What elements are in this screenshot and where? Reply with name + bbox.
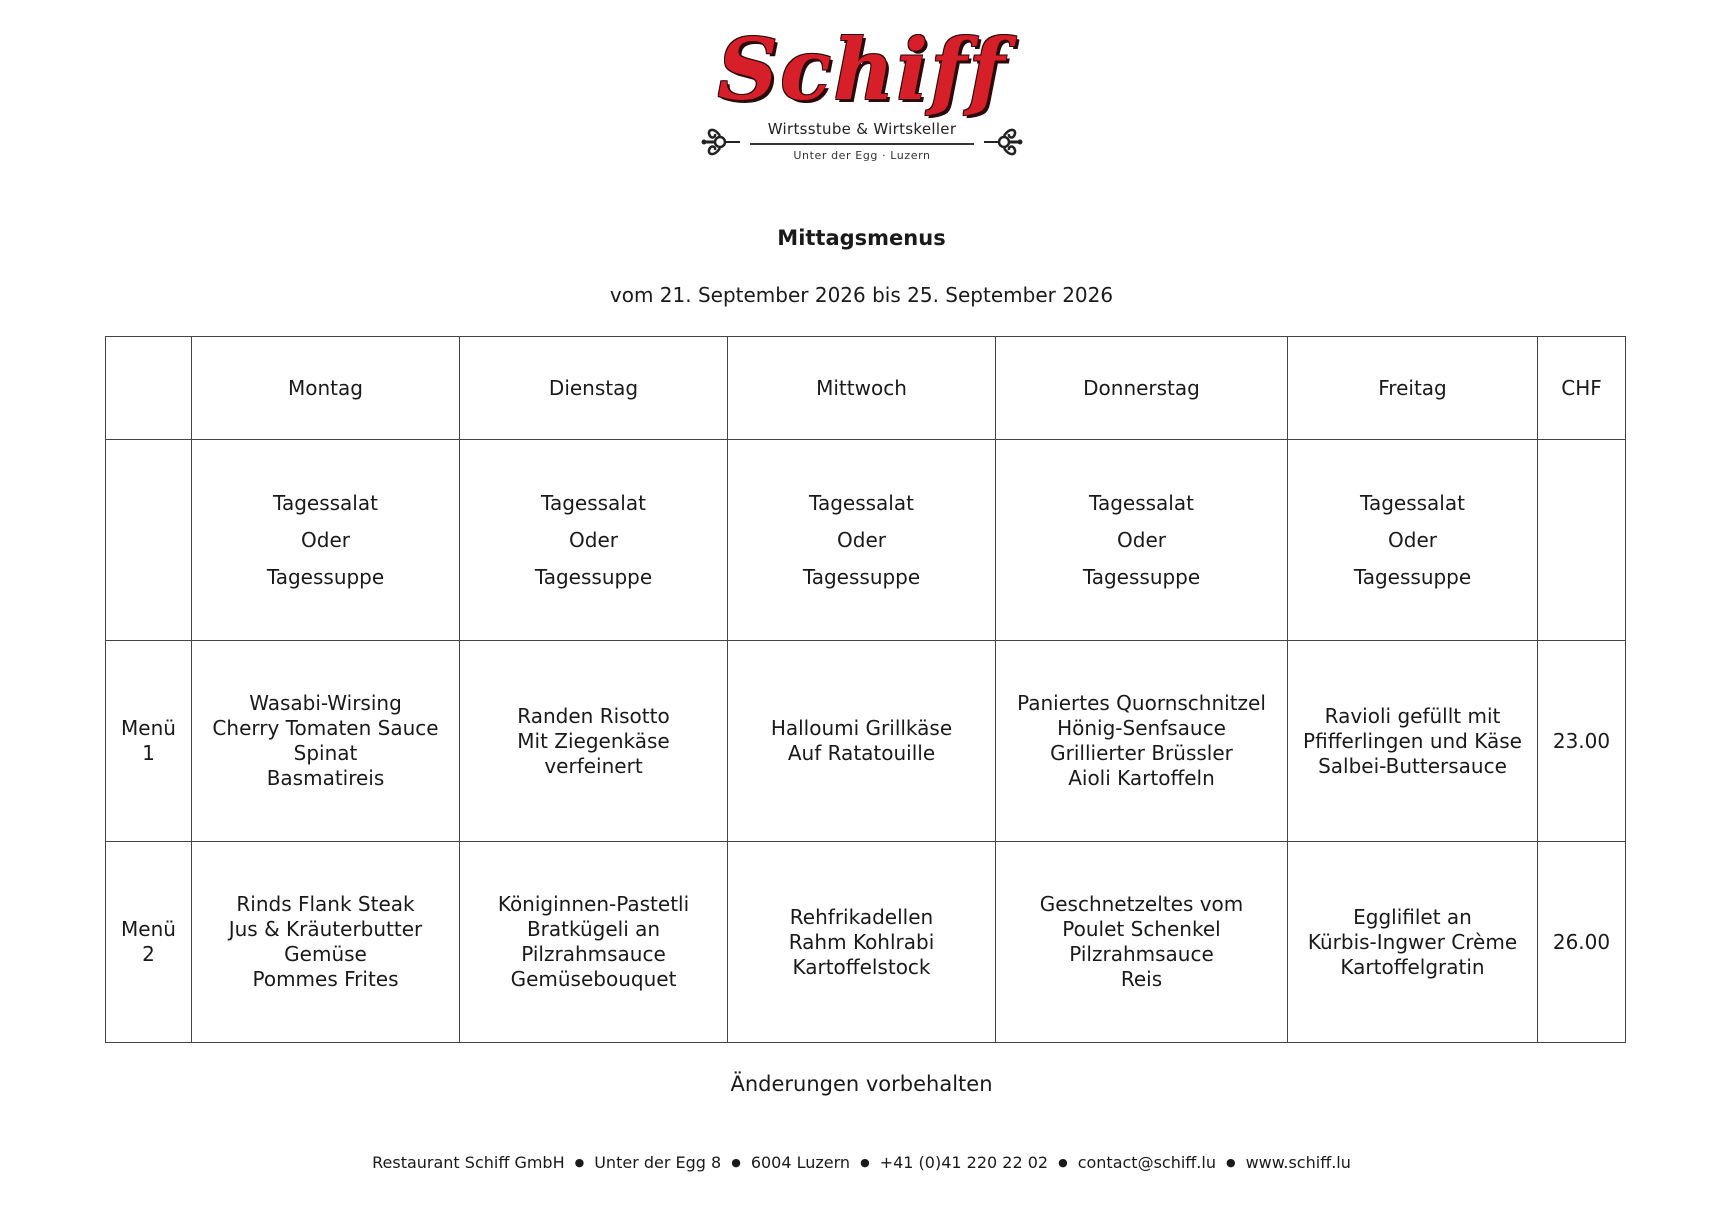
logo-subtitle: Wirtsstube & Wirtskeller <box>767 120 957 138</box>
starter-line: Tagessuppe <box>802 564 921 589</box>
starter-line: Tagessalat <box>1089 490 1194 515</box>
menu-1-price: 23.00 <box>1538 641 1626 842</box>
restaurant-logo <box>692 22 1032 172</box>
footer-city: 6004 Luzern <box>750 1153 851 1172</box>
table-row-menu-2 <box>106 842 1626 1043</box>
bullet-separator-icon: ● <box>574 1156 585 1169</box>
menu-label <box>106 842 192 1043</box>
starter-line: Oder <box>1117 527 1166 552</box>
starter-line: Oder <box>837 527 886 552</box>
menu-1-montag <box>192 641 460 842</box>
dish-line: Bratkügeli an <box>526 917 661 941</box>
page-title: Mittagsmenus <box>777 226 946 250</box>
dish-line: Gemüse <box>284 942 367 966</box>
header-montag: Montag <box>192 337 460 440</box>
dish-line: Grillierter Brüssler <box>1050 741 1233 765</box>
header-mittwoch: Mittwoch <box>728 337 996 440</box>
dish-line: Rahm Kohlrabi <box>788 929 935 954</box>
footer-company: Restaurant Schiff GmbH <box>372 1153 565 1172</box>
footer-phone: +41 (0)41 220 22 02 <box>879 1153 1049 1172</box>
starter-price <box>1538 440 1626 641</box>
menu-1-dienstag <box>460 641 728 842</box>
dish-line: Ravioli gefüllt mit <box>1324 703 1501 728</box>
bullet-separator-icon: ● <box>1225 1156 1236 1169</box>
header-freitag: Freitag <box>1288 337 1538 440</box>
dish-line: Paniertes Quornschnitzel <box>1017 691 1266 715</box>
footer-street: Unter der Egg 8 <box>594 1153 722 1172</box>
starter-line: Oder <box>1388 527 1437 552</box>
footer-email: contact@schiff.lu <box>1077 1153 1216 1172</box>
menu-1-freitag <box>1288 641 1538 842</box>
dish-line: Pfifferlingen und Käse <box>1303 728 1522 753</box>
bullet-separator-icon: ● <box>731 1156 741 1169</box>
dish-line: Geschnetzeltes vom <box>1039 892 1244 916</box>
dish-line: Spinat <box>293 741 358 765</box>
starter-line: Oder <box>569 527 618 552</box>
starter-line: Tagessuppe <box>1353 564 1472 589</box>
dish-line: Mit Ziegenkäse <box>517 728 670 753</box>
header-donnerstag: Donnerstag <box>996 337 1288 440</box>
logo-location: Unter der Egg · Luzern <box>793 149 931 162</box>
menu-1-donnerstag <box>996 641 1288 842</box>
menu-2-dienstag <box>460 842 728 1043</box>
dish-line: Jus & Kräuterbutter <box>228 917 423 941</box>
starter-cell-donnerstag <box>996 440 1288 641</box>
starter-line: Tagessalat <box>809 490 914 515</box>
dish-line: Aioli Kartoffeln <box>1068 766 1215 790</box>
menu-2-mittwoch <box>728 842 996 1043</box>
bullet-separator-icon: ● <box>860 1156 870 1169</box>
logo-wordmark: Schiff <box>717 20 1007 119</box>
dish-line: Pommes Frites <box>252 967 399 991</box>
dish-line: Rinds Flank Steak <box>236 892 415 916</box>
logo-rule <box>750 143 974 145</box>
dish-line: Halloumi Grillkäse <box>770 716 953 740</box>
dish-line: Pilzrahmsauce <box>521 942 666 966</box>
menu-label <box>106 641 192 842</box>
row-label <box>106 440 192 641</box>
starter-line: Tagessuppe <box>534 564 653 589</box>
dish-line: Reis <box>1120 967 1163 991</box>
dish-line: Kartoffelstock <box>792 954 931 979</box>
dish-line: Egglifilet an <box>1353 904 1472 929</box>
menu-label-number: 2 <box>142 942 155 966</box>
starter-cell-mittwoch <box>728 440 996 641</box>
table-row-menu-1 <box>106 641 1626 842</box>
footer-website: www.schiff.lu <box>1245 1153 1351 1172</box>
dish-line: Kartoffelgratin <box>1340 954 1485 979</box>
menu-2-freitag <box>1288 842 1538 1043</box>
header-cell-empty <box>106 337 192 440</box>
menu-table <box>105 336 1626 1043</box>
dish-line: Hönig-Senfsauce <box>1057 716 1226 740</box>
menu-1-mittwoch <box>728 641 996 842</box>
dish-line: verfeinert <box>544 753 643 778</box>
starter-line: Tagessuppe <box>1082 564 1201 589</box>
bullet-separator-icon: ● <box>1058 1156 1068 1169</box>
dish-line: Rehfrikadellen <box>789 904 934 929</box>
dish-line: Basmatireis <box>266 766 385 790</box>
starter-line: Tagessalat <box>1360 490 1465 515</box>
dish-line: Auf Ratatouille <box>787 741 936 765</box>
dish-line: Cherry Tomaten Sauce <box>212 716 439 740</box>
starter-cell-montag <box>192 440 460 641</box>
footer <box>0 1153 1723 1172</box>
dish-line: Randen Risotto <box>517 703 670 728</box>
ornament-left-icon <box>700 122 742 162</box>
starter-line: Tagessalat <box>273 490 378 515</box>
starter-line: Oder <box>301 527 350 552</box>
dish-line: Kürbis-Ingwer Crème <box>1307 929 1518 954</box>
menu-label-number: 1 <box>142 741 155 765</box>
dish-line: Königinnen-Pastetli <box>497 892 690 916</box>
menu-label-text: Menü <box>121 917 176 941</box>
menu-2-donnerstag <box>996 842 1288 1043</box>
table-row-starter <box>106 440 1626 641</box>
starter-line: Tagessalat <box>541 490 646 515</box>
menu-label-text: Menü <box>121 716 176 740</box>
starter-cell-freitag <box>1288 440 1538 641</box>
dish-line: Poulet Schenkel <box>1062 917 1221 941</box>
header-dienstag: Dienstag <box>460 337 728 440</box>
dish-line: Gemüsebouquet <box>510 967 677 991</box>
header-chf: CHF <box>1538 337 1626 440</box>
menu-2-montag <box>192 842 460 1043</box>
starter-line: Tagessuppe <box>266 564 385 589</box>
dish-line: Salbei-Buttersauce <box>1318 753 1507 778</box>
menu-2-price: 26.00 <box>1538 842 1626 1043</box>
ornament-right-icon <box>982 122 1024 162</box>
table-header-row <box>106 337 1626 440</box>
dish-line: Pilzrahmsauce <box>1069 942 1214 966</box>
starter-cell-dienstag <box>460 440 728 641</box>
dish-line: Wasabi-Wirsing <box>249 691 402 715</box>
disclaimer-note: Änderungen vorbehalten <box>730 1072 993 1096</box>
date-range: vom 21. September 2026 bis 25. September 2026 <box>609 283 1114 307</box>
